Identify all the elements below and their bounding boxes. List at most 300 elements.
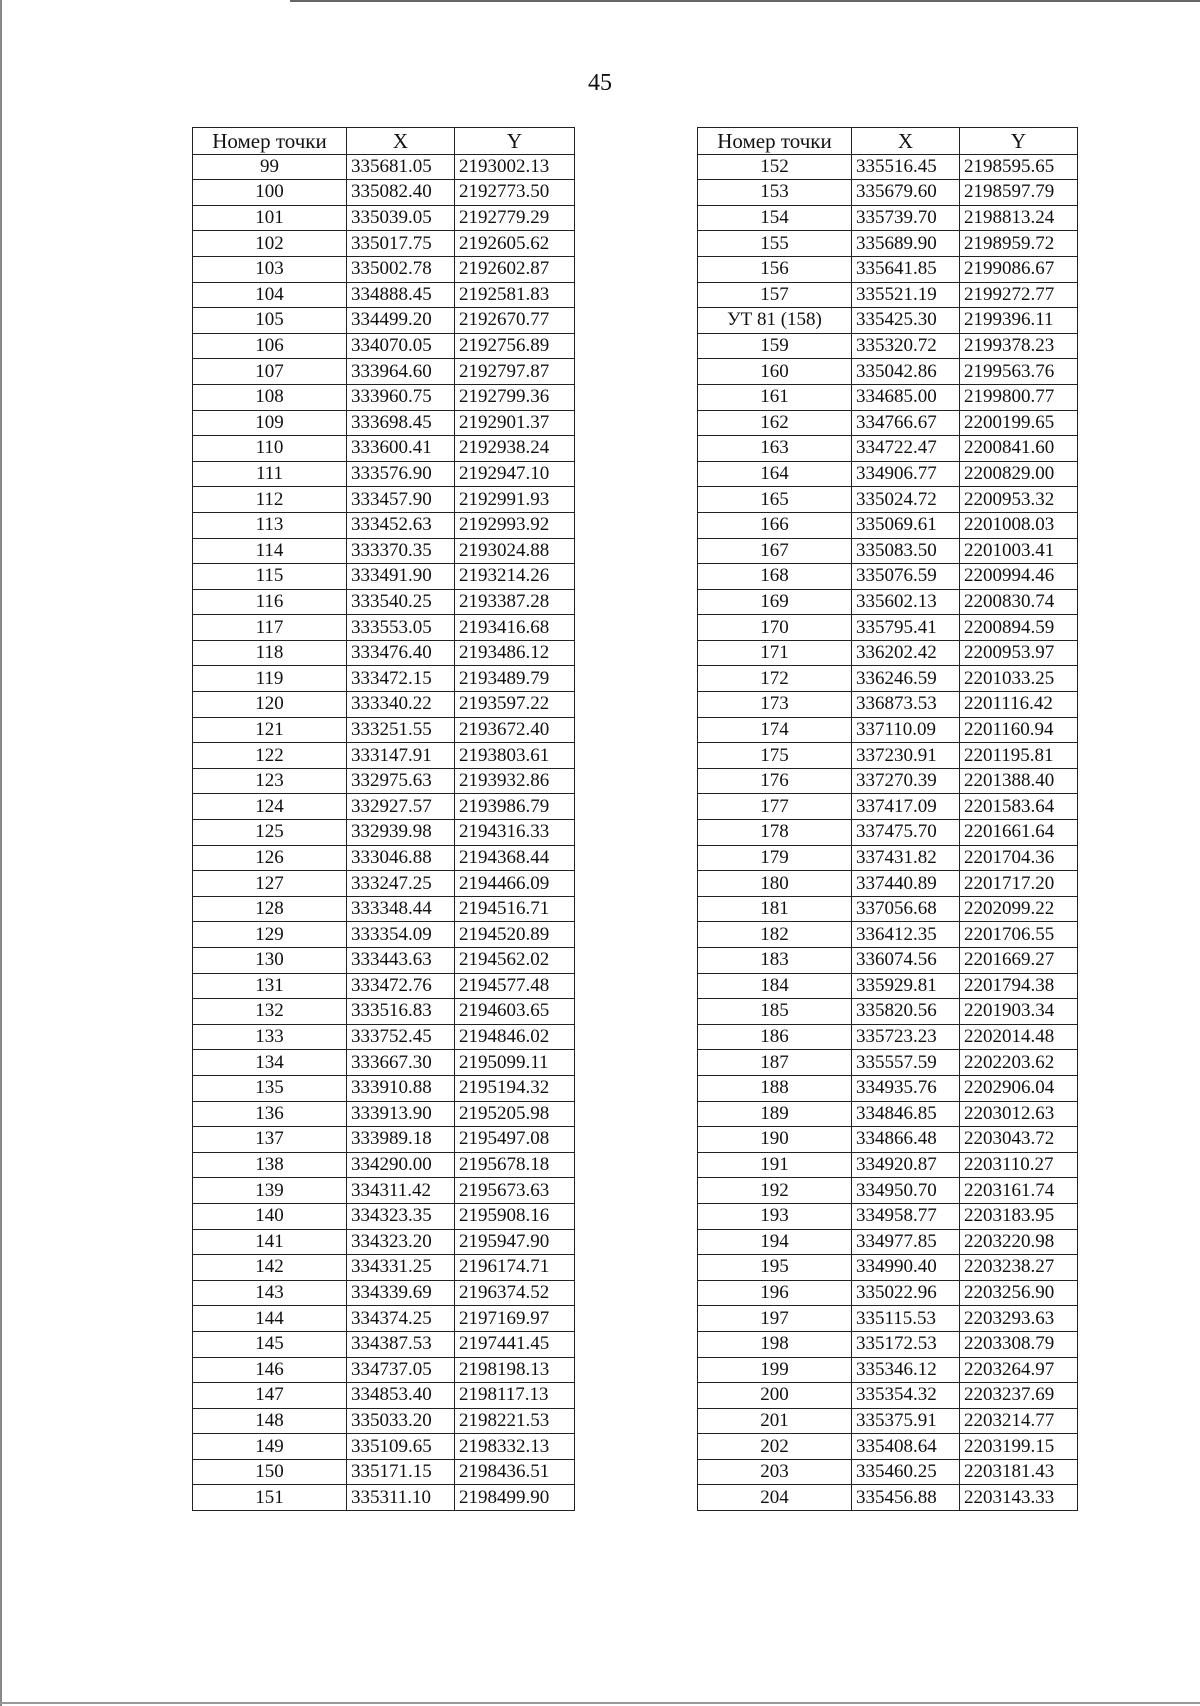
coordinates-table-right (697, 127, 1078, 1511)
table-row (698, 589, 1078, 615)
table-row (698, 692, 1078, 718)
y-coordinate-cell: 2195099.11 (455, 1050, 575, 1076)
x-coordinate-cell: 334866.48 (852, 1127, 960, 1153)
table-row (193, 282, 575, 308)
x-coordinate-cell: 337056.68 (852, 896, 960, 922)
point-number-cell: 115 (193, 564, 347, 590)
table-row (698, 308, 1078, 334)
point-number-cell: 195 (698, 1255, 852, 1281)
point-number-cell: 137 (193, 1127, 347, 1153)
x-coordinate-cell: 335083.50 (852, 538, 960, 564)
y-coordinate-cell: 2196374.52 (455, 1280, 575, 1306)
table-row (193, 794, 575, 820)
y-coordinate-cell: 2201583.64 (960, 794, 1078, 820)
x-coordinate-cell: 333910.88 (347, 1075, 455, 1101)
y-coordinate-cell: 2201116.42 (960, 692, 1078, 718)
table-row (193, 871, 575, 897)
x-coordinate-cell: 334499.20 (347, 308, 455, 334)
y-coordinate-cell: 2192605.62 (455, 231, 575, 257)
table-row (698, 410, 1078, 436)
table-row (698, 615, 1078, 641)
point-number-cell: 180 (698, 871, 852, 897)
y-coordinate-cell: 2198332.13 (455, 1434, 575, 1460)
x-coordinate-cell: 333370.35 (347, 538, 455, 564)
point-number-cell: 108 (193, 384, 347, 410)
table-row (193, 743, 575, 769)
y-coordinate-cell: 2198221.53 (455, 1408, 575, 1434)
point-number-cell: 124 (193, 794, 347, 820)
x-coordinate-cell: 335557.59 (852, 1050, 960, 1076)
table-row (193, 845, 575, 871)
point-number-cell: 182 (698, 922, 852, 948)
table-row (193, 231, 575, 257)
table-row (193, 820, 575, 846)
table-row (193, 512, 575, 538)
y-coordinate-cell: 2193214.26 (455, 564, 575, 590)
x-coordinate-cell: 335024.72 (852, 487, 960, 513)
point-number-cell: 122 (193, 743, 347, 769)
table-row (698, 538, 1078, 564)
x-coordinate-cell: 337440.89 (852, 871, 960, 897)
point-number-cell: 172 (698, 666, 852, 692)
x-coordinate-cell: 335929.81 (852, 973, 960, 999)
y-coordinate-cell: 2193597.22 (455, 692, 575, 718)
x-coordinate-cell: 333600.41 (347, 436, 455, 462)
table-row (698, 1485, 1078, 1511)
point-number-cell: 198 (698, 1331, 852, 1357)
table-row (698, 666, 1078, 692)
point-number-cell: 139 (193, 1178, 347, 1204)
table-row (698, 794, 1078, 820)
table-row (698, 512, 1078, 538)
x-coordinate-cell: 336246.59 (852, 666, 960, 692)
table-row (193, 333, 575, 359)
y-coordinate-cell: 2201903.34 (960, 999, 1078, 1025)
point-number-cell: 190 (698, 1127, 852, 1153)
point-number-cell: 155 (698, 231, 852, 257)
point-number-cell: 162 (698, 410, 852, 436)
point-number-cell: 150 (193, 1459, 347, 1485)
table-row (193, 615, 575, 641)
table-row (698, 717, 1078, 743)
y-coordinate-cell: 2203183.95 (960, 1203, 1078, 1229)
x-coordinate-cell: 335076.59 (852, 564, 960, 590)
y-coordinate-cell: 2199396.11 (960, 308, 1078, 334)
x-coordinate-cell: 333472.15 (347, 666, 455, 692)
point-number-cell: 143 (193, 1280, 347, 1306)
table-row (698, 180, 1078, 206)
y-coordinate-cell: 2203308.79 (960, 1331, 1078, 1357)
table-header-row (193, 128, 575, 155)
x-coordinate-cell: 335739.70 (852, 205, 960, 231)
point-number-cell: 160 (698, 359, 852, 385)
header-point-number: Номер точки (698, 128, 852, 155)
x-coordinate-cell: 334323.20 (347, 1229, 455, 1255)
point-number-cell: 152 (698, 154, 852, 180)
x-coordinate-cell: 335354.32 (852, 1383, 960, 1409)
table-row (193, 1127, 575, 1153)
x-coordinate-cell: 337110.09 (852, 717, 960, 743)
point-number-cell: 168 (698, 564, 852, 590)
page-number: 45 (588, 70, 612, 96)
table-row (698, 845, 1078, 871)
scan-left-edge (0, 0, 2, 1706)
point-number-cell: 196 (698, 1280, 852, 1306)
table-row (698, 384, 1078, 410)
x-coordinate-cell: 333443.63 (347, 948, 455, 974)
table-row (698, 743, 1078, 769)
x-coordinate-cell: 333989.18 (347, 1127, 455, 1153)
y-coordinate-cell: 2194466.09 (455, 871, 575, 897)
point-number-cell: 188 (698, 1075, 852, 1101)
x-coordinate-cell: 334374.25 (347, 1306, 455, 1332)
table-row (698, 564, 1078, 590)
point-number-cell: 184 (698, 973, 852, 999)
y-coordinate-cell: 2192670.77 (455, 308, 575, 334)
point-number-cell: 183 (698, 948, 852, 974)
point-number-cell: 148 (193, 1408, 347, 1434)
x-coordinate-cell: 335311.10 (347, 1485, 455, 1511)
y-coordinate-cell: 2203293.63 (960, 1306, 1078, 1332)
y-coordinate-cell: 2203181.43 (960, 1459, 1078, 1485)
x-coordinate-cell: 335069.61 (852, 512, 960, 538)
table-row (698, 948, 1078, 974)
table-row (698, 871, 1078, 897)
point-number-cell: 100 (193, 180, 347, 206)
point-number-cell: 156 (698, 256, 852, 282)
table-row (193, 1306, 575, 1332)
point-number-cell: 117 (193, 615, 347, 641)
table-row (698, 1024, 1078, 1050)
x-coordinate-cell: 333491.90 (347, 564, 455, 590)
y-coordinate-cell: 2200953.97 (960, 640, 1078, 666)
table-row (193, 564, 575, 590)
x-coordinate-cell: 337475.70 (852, 820, 960, 846)
y-coordinate-cell: 2193986.79 (455, 794, 575, 820)
y-coordinate-cell: 2203012.63 (960, 1101, 1078, 1127)
y-coordinate-cell: 2201717.20 (960, 871, 1078, 897)
point-number-cell: 181 (698, 896, 852, 922)
y-coordinate-cell: 2201794.38 (960, 973, 1078, 999)
y-coordinate-cell: 2193002.13 (455, 154, 575, 180)
x-coordinate-cell: 332927.57 (347, 794, 455, 820)
point-number-cell: 147 (193, 1383, 347, 1409)
x-coordinate-cell: 335172.53 (852, 1331, 960, 1357)
x-coordinate-cell: 335346.12 (852, 1357, 960, 1383)
table-header-row (698, 128, 1078, 155)
table-row (193, 538, 575, 564)
y-coordinate-cell: 2203199.15 (960, 1434, 1078, 1460)
y-coordinate-cell: 2196174.71 (455, 1255, 575, 1281)
x-coordinate-cell: 335042.86 (852, 359, 960, 385)
table-row (193, 461, 575, 487)
y-coordinate-cell: 2201388.40 (960, 768, 1078, 794)
table-row (698, 1306, 1078, 1332)
y-coordinate-cell: 2195678.18 (455, 1152, 575, 1178)
y-coordinate-cell: 2195908.16 (455, 1203, 575, 1229)
x-coordinate-cell: 334737.05 (347, 1357, 455, 1383)
y-coordinate-cell: 2203264.97 (960, 1357, 1078, 1383)
point-number-cell: 179 (698, 845, 852, 871)
table-row (193, 1357, 575, 1383)
point-number-cell: 141 (193, 1229, 347, 1255)
y-coordinate-cell: 2198198.13 (455, 1357, 575, 1383)
point-number-cell: 167 (698, 538, 852, 564)
x-coordinate-cell: 334935.76 (852, 1075, 960, 1101)
table-row (698, 1050, 1078, 1076)
x-coordinate-cell: 335109.65 (347, 1434, 455, 1460)
x-coordinate-cell: 335171.15 (347, 1459, 455, 1485)
x-coordinate-cell: 334846.85 (852, 1101, 960, 1127)
point-number-cell: 131 (193, 973, 347, 999)
point-number-cell: 125 (193, 820, 347, 846)
x-coordinate-cell: 332939.98 (347, 820, 455, 846)
point-number-cell: 99 (193, 154, 347, 180)
x-coordinate-cell: 333540.25 (347, 589, 455, 615)
table-row (698, 820, 1078, 846)
point-number-cell: 199 (698, 1357, 852, 1383)
x-coordinate-cell: 334331.25 (347, 1255, 455, 1281)
table-row (698, 922, 1078, 948)
x-coordinate-cell: 335002.78 (347, 256, 455, 282)
point-number-cell: 128 (193, 896, 347, 922)
x-coordinate-cell: 335460.25 (852, 1459, 960, 1485)
table-row (193, 999, 575, 1025)
x-coordinate-cell: 335425.30 (852, 308, 960, 334)
x-coordinate-cell: 335082.40 (347, 180, 455, 206)
x-coordinate-cell: 337230.91 (852, 743, 960, 769)
point-number-cell: 189 (698, 1101, 852, 1127)
y-coordinate-cell: 2192991.93 (455, 487, 575, 513)
y-coordinate-cell: 2201661.64 (960, 820, 1078, 846)
x-coordinate-cell: 334685.00 (852, 384, 960, 410)
x-coordinate-cell: 335017.75 (347, 231, 455, 257)
table-row (698, 436, 1078, 462)
x-coordinate-cell: 334290.00 (347, 1152, 455, 1178)
y-coordinate-cell: 2194368.44 (455, 845, 575, 871)
y-coordinate-cell: 2192756.89 (455, 333, 575, 359)
table-row (698, 1383, 1078, 1409)
point-number-cell: 145 (193, 1331, 347, 1357)
point-number-cell: 133 (193, 1024, 347, 1050)
x-coordinate-cell: 336202.42 (852, 640, 960, 666)
y-coordinate-cell: 2193024.88 (455, 538, 575, 564)
x-coordinate-cell: 334920.87 (852, 1152, 960, 1178)
table-row (193, 1434, 575, 1460)
point-number-cell: 105 (193, 308, 347, 334)
point-number-cell: 116 (193, 589, 347, 615)
y-coordinate-cell: 2192773.50 (455, 180, 575, 206)
table-body-right (698, 154, 1078, 1510)
point-number-cell: 151 (193, 1485, 347, 1511)
table-row (193, 1050, 575, 1076)
table-row (698, 333, 1078, 359)
y-coordinate-cell: 2192581.83 (455, 282, 575, 308)
point-number-cell: 186 (698, 1024, 852, 1050)
table-row (698, 1152, 1078, 1178)
y-coordinate-cell: 2193489.79 (455, 666, 575, 692)
y-coordinate-cell: 2200199.65 (960, 410, 1078, 436)
point-number-cell: УТ 81 (158) (698, 308, 852, 334)
y-coordinate-cell: 2193672.40 (455, 717, 575, 743)
point-number-cell: 104 (193, 282, 347, 308)
x-coordinate-cell: 335723.23 (852, 1024, 960, 1050)
point-number-cell: 161 (698, 384, 852, 410)
y-coordinate-cell: 2201704.36 (960, 845, 1078, 871)
x-coordinate-cell: 334990.40 (852, 1255, 960, 1281)
x-coordinate-cell: 334311.42 (347, 1178, 455, 1204)
x-coordinate-cell: 335022.96 (852, 1280, 960, 1306)
point-number-cell: 136 (193, 1101, 347, 1127)
x-coordinate-cell: 335115.53 (852, 1306, 960, 1332)
x-coordinate-cell: 336074.56 (852, 948, 960, 974)
x-coordinate-cell: 333476.40 (347, 640, 455, 666)
point-number-cell: 109 (193, 410, 347, 436)
x-coordinate-cell: 336412.35 (852, 922, 960, 948)
table-row (698, 1229, 1078, 1255)
point-number-cell: 138 (193, 1152, 347, 1178)
y-coordinate-cell: 2200829.00 (960, 461, 1078, 487)
scan-top-edge (290, 0, 1200, 2)
table-row (698, 1255, 1078, 1281)
table-row (193, 1101, 575, 1127)
y-coordinate-cell: 2202014.48 (960, 1024, 1078, 1050)
point-number-cell: 154 (698, 205, 852, 231)
x-coordinate-cell: 335516.45 (852, 154, 960, 180)
point-number-cell: 110 (193, 436, 347, 462)
table-row (193, 1459, 575, 1485)
point-number-cell: 194 (698, 1229, 852, 1255)
x-coordinate-cell: 335456.88 (852, 1485, 960, 1511)
point-number-cell: 173 (698, 692, 852, 718)
y-coordinate-cell: 2192799.36 (455, 384, 575, 410)
x-coordinate-cell: 334766.67 (852, 410, 960, 436)
table-row (698, 1101, 1078, 1127)
y-coordinate-cell: 2201033.25 (960, 666, 1078, 692)
point-number-cell: 202 (698, 1434, 852, 1460)
header-y: Y (960, 128, 1078, 155)
table-row (698, 768, 1078, 794)
y-coordinate-cell: 2201669.27 (960, 948, 1078, 974)
y-coordinate-cell: 2199272.77 (960, 282, 1078, 308)
y-coordinate-cell: 2193387.28 (455, 589, 575, 615)
table-row (193, 1152, 575, 1178)
table-row (193, 717, 575, 743)
x-coordinate-cell: 335408.64 (852, 1434, 960, 1460)
table-row (193, 1485, 575, 1511)
point-number-cell: 129 (193, 922, 347, 948)
x-coordinate-cell: 335375.91 (852, 1408, 960, 1434)
point-number-cell: 164 (698, 461, 852, 487)
x-coordinate-cell: 333247.25 (347, 871, 455, 897)
y-coordinate-cell: 2195194.32 (455, 1075, 575, 1101)
x-coordinate-cell: 334853.40 (347, 1383, 455, 1409)
y-coordinate-cell: 2200953.32 (960, 487, 1078, 513)
y-coordinate-cell: 2201008.03 (960, 512, 1078, 538)
table-row (193, 1024, 575, 1050)
table-row (698, 999, 1078, 1025)
y-coordinate-cell: 2197169.97 (455, 1306, 575, 1332)
y-coordinate-cell: 2194516.71 (455, 896, 575, 922)
y-coordinate-cell: 2194577.48 (455, 973, 575, 999)
x-coordinate-cell: 333964.60 (347, 359, 455, 385)
x-coordinate-cell: 334950.70 (852, 1178, 960, 1204)
x-coordinate-cell: 333752.45 (347, 1024, 455, 1050)
x-coordinate-cell: 335320.72 (852, 333, 960, 359)
point-number-cell: 112 (193, 487, 347, 513)
point-number-cell: 165 (698, 487, 852, 513)
table-row (698, 282, 1078, 308)
table-row (193, 948, 575, 974)
x-coordinate-cell: 333472.76 (347, 973, 455, 999)
point-number-cell: 187 (698, 1050, 852, 1076)
table-row (193, 922, 575, 948)
x-coordinate-cell: 335033.20 (347, 1408, 455, 1434)
table-row (698, 1459, 1078, 1485)
header-point-number: Номер точки (193, 128, 347, 155)
x-coordinate-cell: 337417.09 (852, 794, 960, 820)
table-row (193, 1255, 575, 1281)
y-coordinate-cell: 2201195.81 (960, 743, 1078, 769)
x-coordinate-cell: 334888.45 (347, 282, 455, 308)
header-x: X (347, 128, 455, 155)
x-coordinate-cell: 334958.77 (852, 1203, 960, 1229)
table-row (698, 256, 1078, 282)
x-coordinate-cell: 332975.63 (347, 768, 455, 794)
y-coordinate-cell: 2203256.90 (960, 1280, 1078, 1306)
table-row (193, 1229, 575, 1255)
y-coordinate-cell: 2197441.45 (455, 1331, 575, 1357)
x-coordinate-cell: 333452.63 (347, 512, 455, 538)
x-coordinate-cell: 336873.53 (852, 692, 960, 718)
table-row (193, 1331, 575, 1357)
point-number-cell: 171 (698, 640, 852, 666)
x-coordinate-cell: 333251.55 (347, 717, 455, 743)
x-coordinate-cell: 333576.90 (347, 461, 455, 487)
table-row (193, 1075, 575, 1101)
x-coordinate-cell: 333046.88 (347, 845, 455, 871)
y-coordinate-cell: 2193486.12 (455, 640, 575, 666)
x-coordinate-cell: 333147.91 (347, 743, 455, 769)
y-coordinate-cell: 2192779.29 (455, 205, 575, 231)
point-number-cell: 197 (698, 1306, 852, 1332)
point-number-cell: 114 (193, 538, 347, 564)
point-number-cell: 146 (193, 1357, 347, 1383)
y-coordinate-cell: 2192947.10 (455, 461, 575, 487)
y-coordinate-cell: 2203110.27 (960, 1152, 1078, 1178)
table-row (193, 180, 575, 206)
y-coordinate-cell: 2195205.98 (455, 1101, 575, 1127)
table-row (193, 692, 575, 718)
point-number-cell: 135 (193, 1075, 347, 1101)
x-coordinate-cell: 337431.82 (852, 845, 960, 871)
table-row (193, 487, 575, 513)
x-coordinate-cell: 335039.05 (347, 205, 455, 231)
y-coordinate-cell: 2199563.76 (960, 359, 1078, 385)
y-coordinate-cell: 2192901.37 (455, 410, 575, 436)
y-coordinate-cell: 2198597.79 (960, 180, 1078, 206)
point-number-cell: 132 (193, 999, 347, 1025)
y-coordinate-cell: 2203214.77 (960, 1408, 1078, 1434)
table-row (698, 1357, 1078, 1383)
table-row (193, 589, 575, 615)
point-number-cell: 140 (193, 1203, 347, 1229)
x-coordinate-cell: 334339.69 (347, 1280, 455, 1306)
table-row (193, 359, 575, 385)
point-number-cell: 102 (193, 231, 347, 257)
point-number-cell: 163 (698, 436, 852, 462)
y-coordinate-cell: 2198117.13 (455, 1383, 575, 1409)
